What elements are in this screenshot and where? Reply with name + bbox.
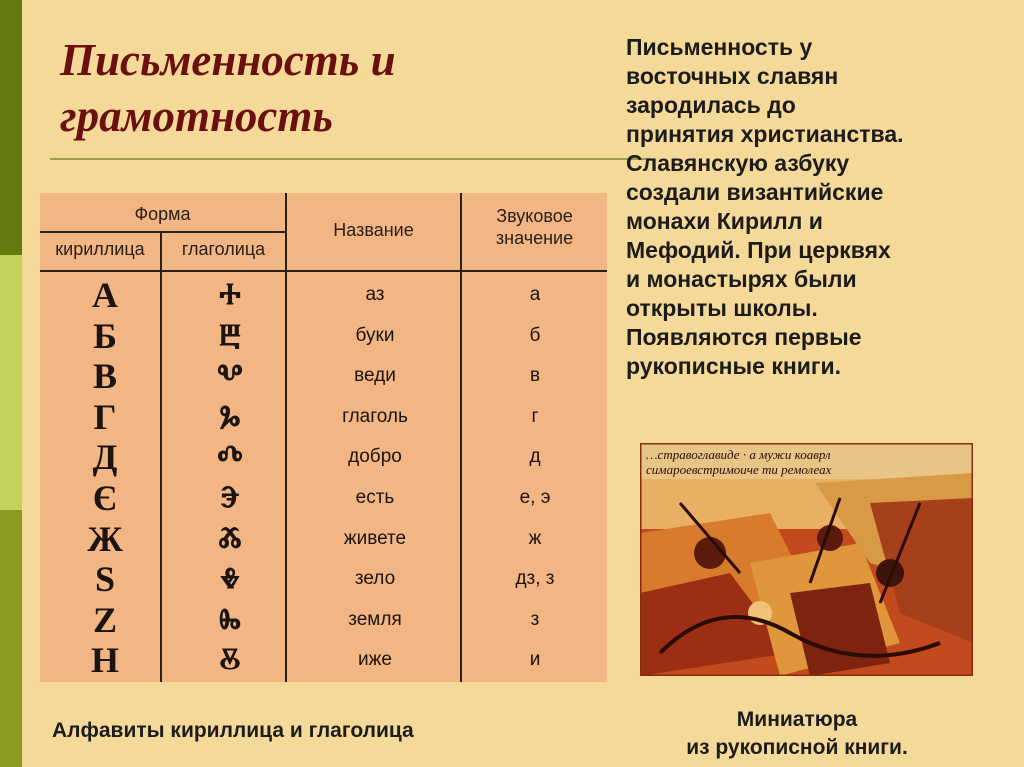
table-row bbox=[40, 640, 607, 681]
left-accent-bar bbox=[0, 0, 22, 767]
cyrillic-letter: Ѕ bbox=[94, 559, 116, 600]
letter-sound: а bbox=[529, 284, 541, 305]
table-row bbox=[40, 356, 607, 397]
letter-name: есть bbox=[355, 486, 395, 508]
letter-sound: б bbox=[529, 324, 541, 346]
table-header-rule bbox=[40, 270, 607, 272]
slide-body-text: Письменность у восточных славян зародилась до принятия христианства. Славянскую азбуку создали византийские монахи Кирилл и Мефодий. При церквях и монастырях были открыты школы. Появляются первые рукописные книги. bbox=[626, 34, 904, 379]
table-rows bbox=[40, 275, 607, 681]
glagolitic-letter: Ⰳ bbox=[219, 398, 241, 434]
battle-scene-illustration bbox=[640, 443, 973, 676]
table-row bbox=[40, 559, 607, 600]
miniature-script-text: …стравоглавиде · а мужи коаврл симароевстримоиче ти ремолеах bbox=[646, 447, 832, 477]
cyrillic-letter: Г bbox=[93, 396, 117, 437]
alphabet-table-image bbox=[40, 193, 607, 682]
letter-sound: дз, з bbox=[515, 568, 555, 590]
letter-name: иже bbox=[358, 649, 392, 671]
glagolitic-letter: Ⰻ bbox=[219, 642, 241, 678]
accent-bar-segment-bottom bbox=[0, 510, 22, 767]
table-header-subrule bbox=[40, 231, 285, 233]
table-header-glagolitic: глаголица bbox=[181, 239, 266, 259]
letter-sound: ж bbox=[528, 527, 542, 549]
miniature-caption-line2: из рукописной книги. bbox=[686, 736, 908, 759]
letter-name: земля bbox=[348, 608, 402, 630]
cyrillic-letter: В bbox=[92, 356, 117, 397]
table-row bbox=[40, 600, 607, 641]
table-row bbox=[40, 478, 607, 519]
letter-sound: д bbox=[529, 446, 541, 468]
letter-sound: е, э bbox=[519, 486, 551, 508]
cyrillic-letter: Д bbox=[92, 437, 118, 478]
cyrillic-letter: Є bbox=[92, 477, 118, 518]
manuscript-miniature-image bbox=[640, 443, 973, 676]
letter-name: добро bbox=[348, 446, 402, 468]
glagolitic-letter: Ⰲ bbox=[217, 358, 243, 394]
glagolitic-letter: Ⰷ bbox=[220, 561, 240, 597]
glagolitic-letter: Ⰰ bbox=[219, 277, 241, 312]
miniature-caption bbox=[632, 706, 962, 762]
glagolitic-letter: Ⰴ bbox=[217, 439, 243, 475]
accent-bar-segment-middle bbox=[0, 255, 22, 510]
cyrillic-letter: Ж bbox=[87, 518, 123, 559]
table-row bbox=[40, 275, 607, 316]
cyrillic-letter: Б bbox=[93, 315, 117, 356]
glagolitic-letter: Ⰵ bbox=[220, 479, 240, 515]
letter-name: зело bbox=[354, 568, 396, 590]
letter-name: глаголь bbox=[342, 405, 408, 427]
glagolitic-letter: Ⰱ bbox=[219, 317, 241, 353]
letter-sound: и bbox=[529, 649, 541, 671]
alphabet-table-caption: Алфавиты кириллица и глаголица bbox=[52, 719, 414, 742]
glagolitic-letter: Ⰸ bbox=[219, 601, 241, 637]
title-divider bbox=[50, 158, 650, 160]
miniature-caption-line1: Миниатюра bbox=[736, 708, 858, 731]
slide-title: Письменность и грамотность bbox=[60, 35, 396, 141]
cyrillic-letter: Z bbox=[92, 599, 117, 640]
cyrillic-letter: Н bbox=[90, 640, 119, 681]
table-header-cyrillic: кириллица bbox=[55, 239, 145, 259]
table-header-name: Название bbox=[333, 220, 414, 240]
letter-name: живете bbox=[343, 527, 407, 549]
glagolitic-letter: Ⰶ bbox=[218, 520, 242, 556]
table-row bbox=[40, 437, 607, 478]
letter-name: веди bbox=[354, 365, 396, 387]
letter-name: буки bbox=[355, 324, 395, 346]
table-row bbox=[40, 316, 607, 357]
table-header-form: Форма bbox=[134, 204, 191, 224]
cyrillic-letter: А bbox=[92, 275, 118, 315]
table-header-sound: Звуковое значение bbox=[495, 206, 574, 248]
accent-bar-segment-top bbox=[0, 0, 22, 255]
letter-sound: в bbox=[529, 365, 541, 387]
table-row bbox=[40, 519, 607, 560]
letter-sound: г bbox=[531, 405, 539, 427]
letter-sound: з bbox=[530, 608, 540, 630]
letter-name: аз bbox=[365, 284, 385, 305]
table-row bbox=[40, 397, 607, 438]
